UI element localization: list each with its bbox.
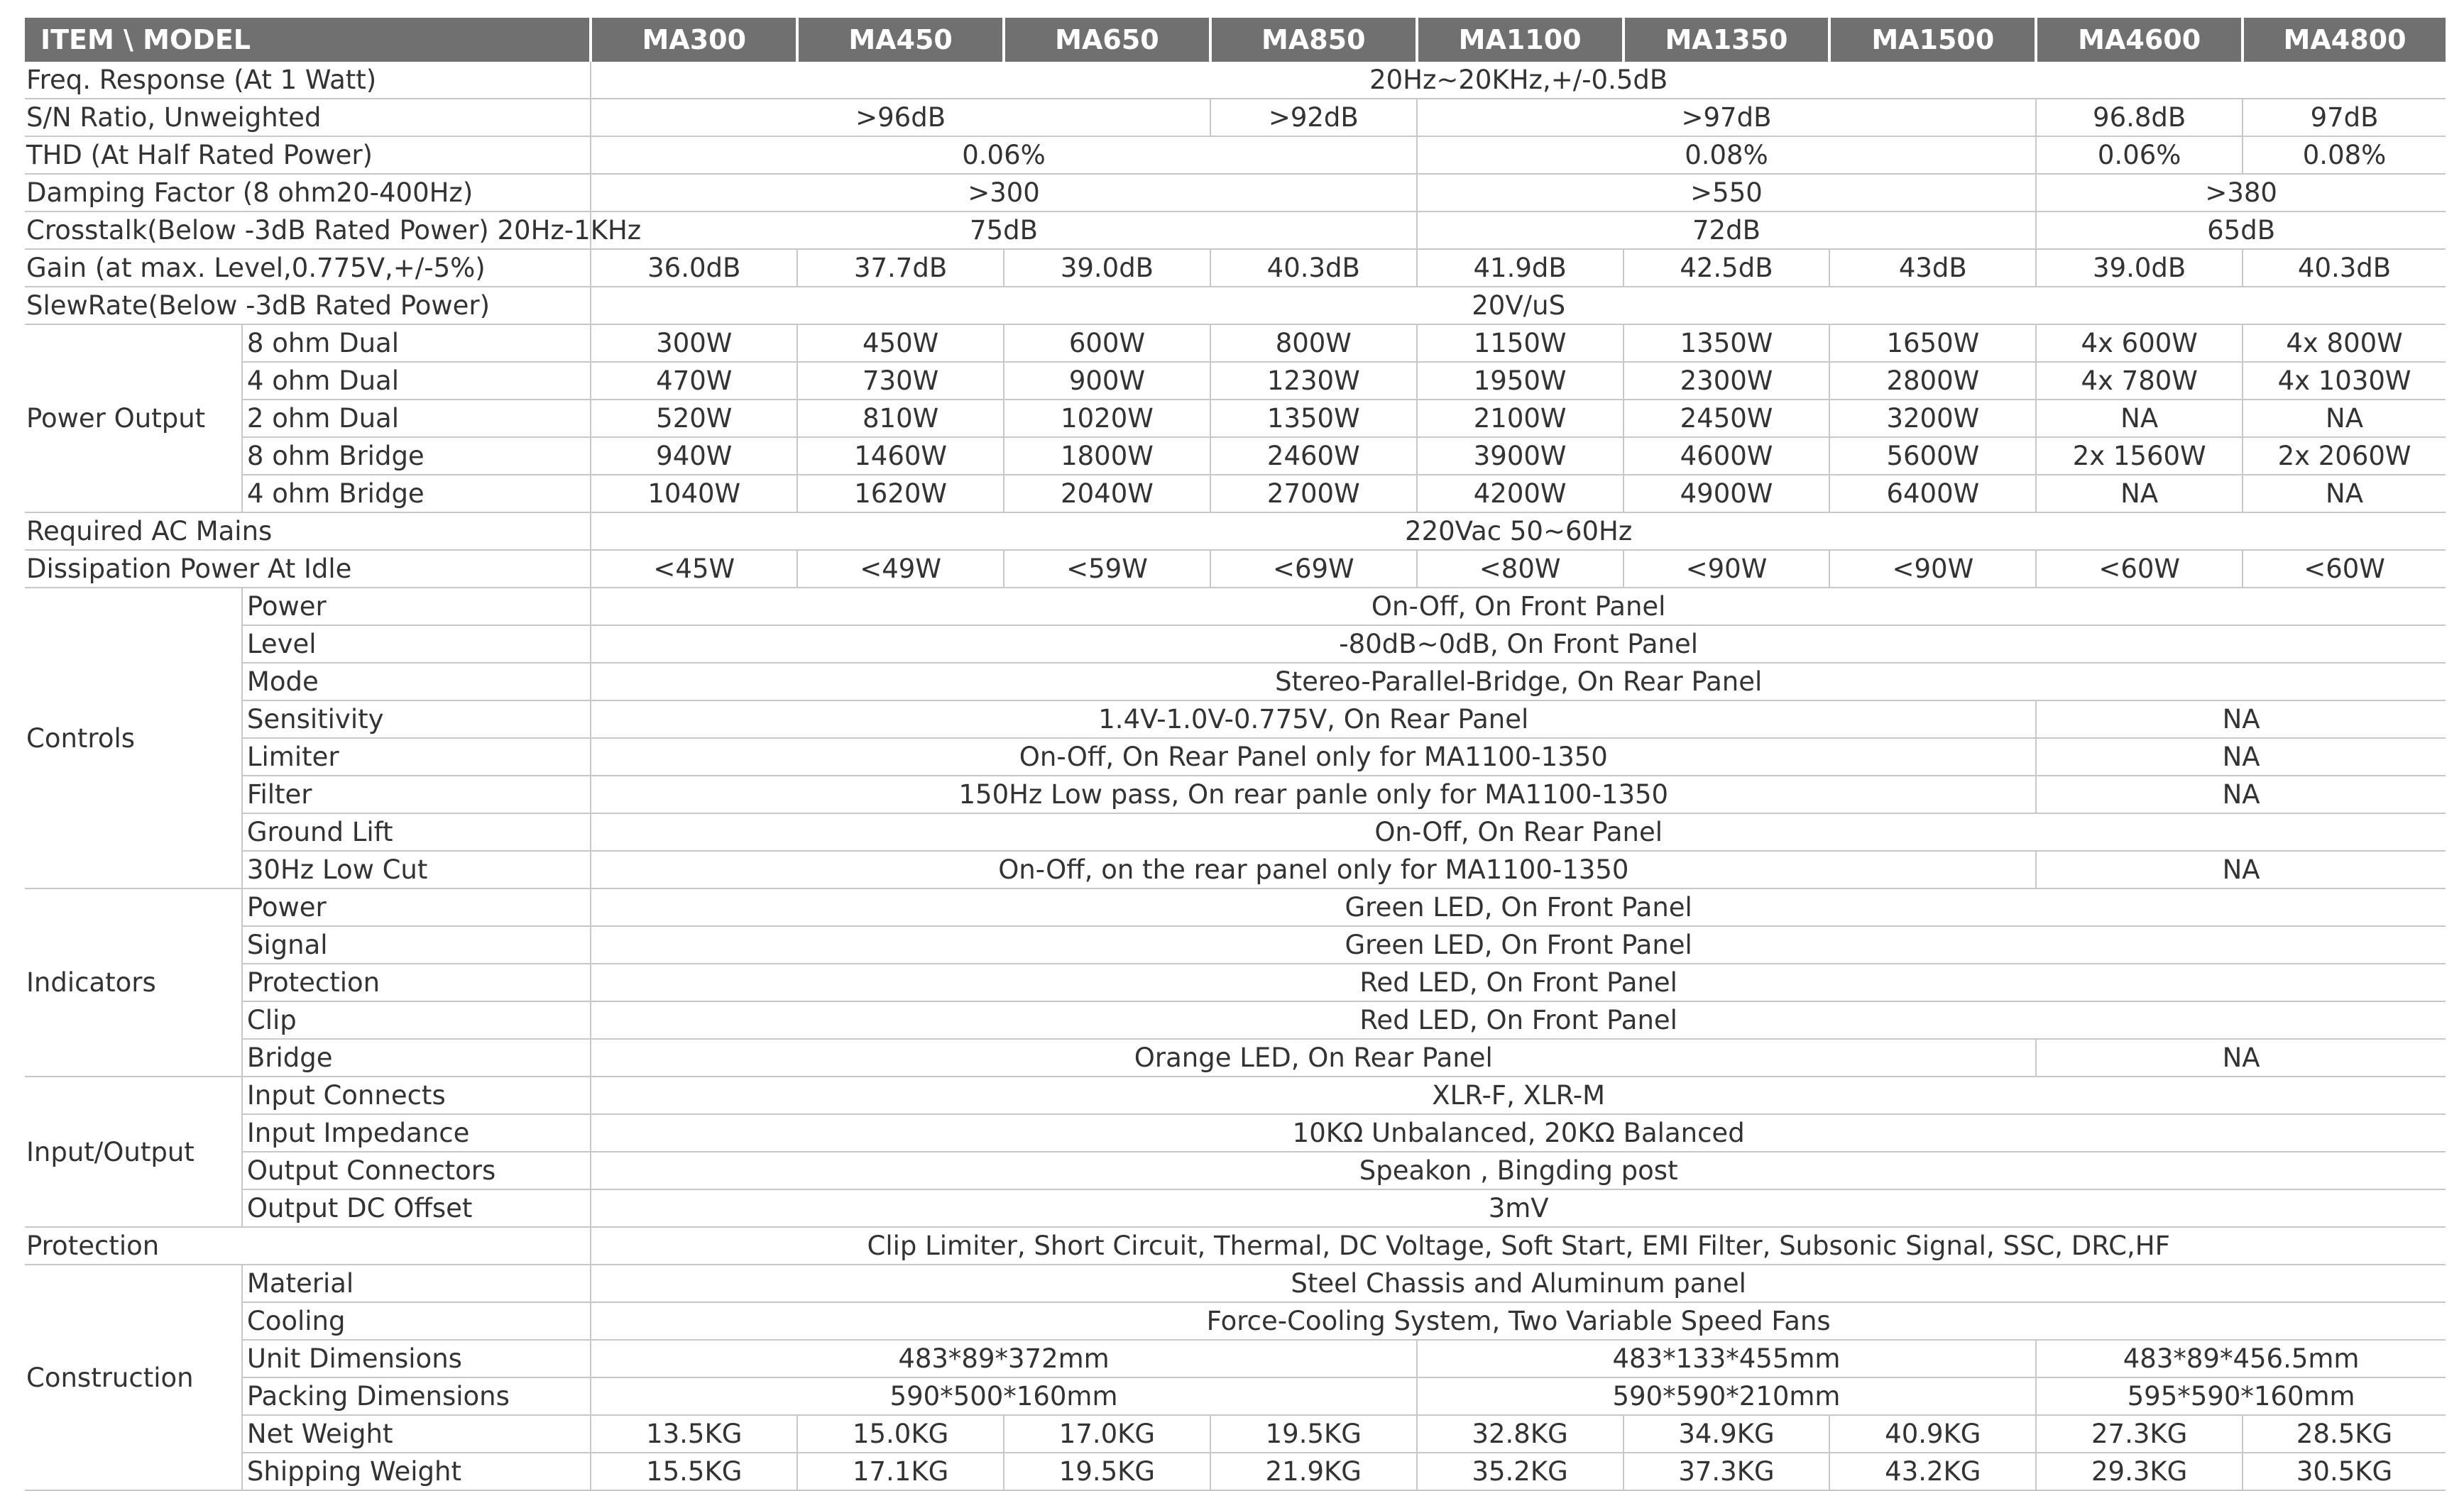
spec-value: 32.8KG bbox=[1417, 1415, 1623, 1453]
spec-value: 1230W bbox=[1210, 362, 1417, 400]
spec-value: 470W bbox=[591, 362, 797, 400]
spec-label: Crosstalk(Below -3dB Rated Power) 20Hz-1KHz bbox=[25, 211, 591, 249]
spec-value: <59W bbox=[1004, 550, 1210, 588]
spec-value: 20V/uS bbox=[591, 287, 2446, 324]
spec-value: 1040W bbox=[591, 475, 797, 512]
spec-value: 40.9KG bbox=[1829, 1415, 2036, 1453]
table-row bbox=[25, 1227, 2446, 1265]
model-header: MA1500 bbox=[1829, 18, 2036, 62]
spec-sublabel: Net Weight bbox=[242, 1415, 591, 1453]
table-row bbox=[25, 851, 2446, 888]
spec-sublabel: Sensitivity bbox=[242, 700, 591, 738]
table-row bbox=[25, 400, 2446, 437]
spec-value: 27.3KG bbox=[2036, 1415, 2243, 1453]
spec-sublabel: Output Connectors bbox=[242, 1152, 591, 1189]
spec-value: 2700W bbox=[1210, 475, 1417, 512]
table-row bbox=[25, 588, 2446, 625]
spec-value: 19.5KG bbox=[1004, 1453, 1210, 1490]
spec-value: 810W bbox=[797, 400, 1004, 437]
spec-value: NA bbox=[2036, 851, 2446, 888]
spec-value: 2800W bbox=[1829, 362, 2036, 400]
spec-value: 483*89*456.5mm bbox=[2036, 1340, 2446, 1377]
table-row bbox=[25, 738, 2446, 776]
spec-group-label: Indicators bbox=[25, 888, 242, 1077]
spec-label: THD (At Half Rated Power) bbox=[25, 136, 591, 174]
spec-value: 150Hz Low pass, On rear panle only for MA1100-1350 bbox=[591, 776, 2036, 813]
spec-value: Green LED, On Front Panel bbox=[591, 926, 2446, 964]
table-row bbox=[25, 174, 2446, 211]
spec-value: 37.3KG bbox=[1623, 1453, 1830, 1490]
spec-value: 28.5KG bbox=[2243, 1415, 2446, 1453]
spec-group-label: Input/Output bbox=[25, 1077, 242, 1227]
spec-value: 35.2KG bbox=[1417, 1453, 1623, 1490]
spec-sublabel: Power bbox=[242, 888, 591, 926]
spec-value: Red LED, On Front Panel bbox=[591, 964, 2446, 1001]
spec-sublabel: Output DC Offset bbox=[242, 1189, 591, 1227]
model-header: MA1350 bbox=[1623, 18, 1830, 62]
spec-value: 2x 1560W bbox=[2036, 437, 2243, 475]
spec-value: 21.9KG bbox=[1210, 1453, 1417, 1490]
spec-value: <60W bbox=[2243, 550, 2446, 588]
spec-value: 1800W bbox=[1004, 437, 1210, 475]
spec-label: Gain (at max. Level,0.775V,+/-5%) bbox=[25, 249, 591, 287]
table-row bbox=[25, 1039, 2446, 1077]
spec-value: <69W bbox=[1210, 550, 1417, 588]
spec-value: >92dB bbox=[1210, 99, 1417, 136]
spec-sublabel: 8 ohm Dual bbox=[242, 324, 591, 362]
spec-value: <45W bbox=[591, 550, 797, 588]
spec-value: 4600W bbox=[1623, 437, 1830, 475]
spec-value: 1350W bbox=[1210, 400, 1417, 437]
spec-sublabel: 2 ohm Dual bbox=[242, 400, 591, 437]
table-row bbox=[25, 926, 2446, 964]
spec-sublabel: 8 ohm Bridge bbox=[242, 437, 591, 475]
spec-value: 13.5KG bbox=[591, 1415, 797, 1453]
spec-value: 96.8dB bbox=[2036, 99, 2243, 136]
spec-value: 2x 2060W bbox=[2243, 437, 2446, 475]
spec-value: 590*500*160mm bbox=[591, 1377, 1416, 1415]
spec-label: Freq. Response (At 1 Watt) bbox=[25, 62, 591, 99]
spec-value: 5600W bbox=[1829, 437, 2036, 475]
spec-sublabel: Packing Dimensions bbox=[242, 1377, 591, 1415]
spec-value: 65dB bbox=[2036, 211, 2446, 249]
spec-value: 940W bbox=[591, 437, 797, 475]
spec-value: 72dB bbox=[1417, 211, 2037, 249]
spec-value: On-Off, On Rear Panel only for MA1100-1350 bbox=[591, 738, 2036, 776]
spec-sublabel: Filter bbox=[242, 776, 591, 813]
spec-value: 19.5KG bbox=[1210, 1415, 1417, 1453]
spec-value: 3mV bbox=[591, 1189, 2446, 1227]
table-row bbox=[25, 249, 2446, 287]
spec-value: XLR-F, XLR-M bbox=[591, 1077, 2446, 1114]
spec-value: 520W bbox=[591, 400, 797, 437]
spec-sublabel: Material bbox=[242, 1265, 591, 1302]
spec-value: NA bbox=[2036, 738, 2446, 776]
spec-value: Clip Limiter, Short Circuit, Thermal, DC Voltage, Soft Start, EMI Filter, Subsonic Signal, SSC, DRC,HF bbox=[591, 1227, 2446, 1265]
spec-value: NA bbox=[2036, 1039, 2446, 1077]
spec-value: Red LED, On Front Panel bbox=[591, 1001, 2446, 1039]
spec-value: 1620W bbox=[797, 475, 1004, 512]
spec-value: 6400W bbox=[1829, 475, 2036, 512]
spec-value: 40.3dB bbox=[2243, 249, 2446, 287]
spec-sublabel: Limiter bbox=[242, 738, 591, 776]
spec-value: 2040W bbox=[1004, 475, 1210, 512]
spec-value: <49W bbox=[797, 550, 1004, 588]
spec-value: 2460W bbox=[1210, 437, 1417, 475]
spec-sublabel: Ground Lift bbox=[242, 813, 591, 851]
table-row bbox=[25, 1114, 2446, 1152]
table-row bbox=[25, 776, 2446, 813]
spec-value: 42.5dB bbox=[1623, 249, 1830, 287]
model-header: MA300 bbox=[591, 18, 797, 62]
spec-value: 590*590*210mm bbox=[1417, 1377, 2037, 1415]
spec-value: 15.5KG bbox=[591, 1453, 797, 1490]
spec-value: >300 bbox=[591, 174, 1416, 211]
model-header: MA4600 bbox=[2036, 18, 2243, 62]
model-header: MA850 bbox=[1210, 18, 1417, 62]
spec-sublabel: Level bbox=[242, 625, 591, 663]
spec-value: 1460W bbox=[797, 437, 1004, 475]
spec-value: <60W bbox=[2036, 550, 2243, 588]
table-row bbox=[25, 437, 2446, 475]
spec-group-label: Controls bbox=[25, 588, 242, 888]
spec-value: On-Off, on the rear panel only for MA1100-1350 bbox=[591, 851, 2036, 888]
spec-value: 17.0KG bbox=[1004, 1415, 1210, 1453]
spec-value: 39.0dB bbox=[1004, 249, 1210, 287]
table-row bbox=[25, 1189, 2446, 1227]
spec-sublabel: Input Connects bbox=[242, 1077, 591, 1114]
spec-sublabel: Shipping Weight bbox=[242, 1453, 591, 1490]
spec-value: 600W bbox=[1004, 324, 1210, 362]
table-row bbox=[25, 550, 2446, 588]
spec-value: 900W bbox=[1004, 362, 1210, 400]
spec-sublabel: Cooling bbox=[242, 1302, 591, 1340]
spec-label: Protection bbox=[25, 1227, 591, 1265]
spec-value: 10KΩ Unbalanced, 20KΩ Balanced bbox=[591, 1114, 2446, 1152]
table-row bbox=[25, 1377, 2446, 1415]
spec-value: 0.06% bbox=[591, 136, 1416, 174]
spec-value: 3900W bbox=[1417, 437, 1623, 475]
spec-sublabel: Power bbox=[242, 588, 591, 625]
table-row bbox=[25, 964, 2446, 1001]
spec-label: S/N Ratio, Unweighted bbox=[25, 99, 591, 136]
spec-sublabel: Protection bbox=[242, 964, 591, 1001]
table-row bbox=[25, 362, 2446, 400]
spec-value: 3200W bbox=[1829, 400, 2036, 437]
spec-sublabel: 30Hz Low Cut bbox=[242, 851, 591, 888]
spec-value: NA bbox=[2036, 776, 2446, 813]
spec-value: 4x 1030W bbox=[2243, 362, 2446, 400]
table-row bbox=[25, 475, 2446, 512]
spec-value: 1020W bbox=[1004, 400, 1210, 437]
spec-value: 0.08% bbox=[1417, 136, 2037, 174]
spec-value: 4900W bbox=[1623, 475, 1830, 512]
spec-value: 4x 600W bbox=[2036, 324, 2243, 362]
spec-value: Steel Chassis and Aluminum panel bbox=[591, 1265, 2446, 1302]
spec-value: 595*590*160mm bbox=[2036, 1377, 2446, 1415]
spec-sublabel: Bridge bbox=[242, 1039, 591, 1077]
spec-label: Damping Factor (8 ohm20-400Hz) bbox=[25, 174, 591, 211]
spec-value: 4x 800W bbox=[2243, 324, 2446, 362]
spec-value: 75dB bbox=[591, 211, 1416, 249]
spec-sublabel: Clip bbox=[242, 1001, 591, 1039]
table-row bbox=[25, 99, 2446, 136]
table-row bbox=[25, 813, 2446, 851]
spec-value: NA bbox=[2036, 475, 2243, 512]
spec-value: Force-Cooling System, Two Variable Speed Fans bbox=[591, 1302, 2446, 1340]
spec-value: 483*89*372mm bbox=[591, 1340, 1416, 1377]
spec-value: NA bbox=[2036, 700, 2446, 738]
spec-value: Stereo-Parallel-Bridge, On Rear Panel bbox=[591, 663, 2446, 700]
item-model-header: ITEM \ MODEL bbox=[25, 18, 591, 62]
spec-group-label: Power Output bbox=[25, 324, 242, 512]
table-row bbox=[25, 1415, 2446, 1453]
table-row bbox=[25, 1152, 2446, 1189]
spec-value: Speakon , Bingding post bbox=[591, 1152, 2446, 1189]
spec-value: 300W bbox=[591, 324, 797, 362]
spec-value: 2300W bbox=[1623, 362, 1830, 400]
spec-value: 15.0KG bbox=[797, 1415, 1004, 1453]
spec-value: >97dB bbox=[1417, 99, 2037, 136]
table-row bbox=[25, 700, 2446, 738]
spec-value: NA bbox=[2243, 400, 2446, 437]
spec-value: 2100W bbox=[1417, 400, 1623, 437]
spec-value: On-Off, On Front Panel bbox=[591, 588, 2446, 625]
spec-value: -80dB~0dB, On Front Panel bbox=[591, 625, 2446, 663]
spec-value: On-Off, On Rear Panel bbox=[591, 813, 2446, 851]
spec-value: 0.06% bbox=[2036, 136, 2243, 174]
spec-sublabel: 4 ohm Dual bbox=[242, 362, 591, 400]
spec-sublabel: Input Impedance bbox=[242, 1114, 591, 1152]
table-row bbox=[25, 663, 2446, 700]
spec-value: 97dB bbox=[2243, 99, 2446, 136]
spec-sublabel: 4 ohm Bridge bbox=[242, 475, 591, 512]
table-row bbox=[25, 1340, 2446, 1377]
spec-value: 17.1KG bbox=[797, 1453, 1004, 1490]
table-row bbox=[25, 1077, 2446, 1114]
spec-value: 43.2KG bbox=[1829, 1453, 2036, 1490]
spec-value: 800W bbox=[1210, 324, 1417, 362]
spec-label: Dissipation Power At Idle bbox=[25, 550, 591, 588]
table-row bbox=[25, 287, 2446, 324]
spec-value: NA bbox=[2243, 475, 2446, 512]
spec-value: Orange LED, On Rear Panel bbox=[591, 1039, 2036, 1077]
model-header: MA650 bbox=[1004, 18, 1210, 62]
spec-value: Green LED, On Front Panel bbox=[591, 888, 2446, 926]
table-row bbox=[25, 512, 2446, 550]
spec-value: NA bbox=[2036, 400, 2243, 437]
spec-value: <80W bbox=[1417, 550, 1623, 588]
spec-value: 4x 780W bbox=[2036, 362, 2243, 400]
table-row bbox=[25, 1265, 2446, 1302]
spec-value: 43dB bbox=[1829, 249, 2036, 287]
model-header: MA1100 bbox=[1417, 18, 1623, 62]
spec-value: <90W bbox=[1829, 550, 2036, 588]
spec-body bbox=[25, 62, 2446, 1490]
spec-value: 1150W bbox=[1417, 324, 1623, 362]
table-row bbox=[25, 1302, 2446, 1340]
spec-value: 220Vac 50~60Hz bbox=[591, 512, 2446, 550]
spec-value: 29.3KG bbox=[2036, 1453, 2243, 1490]
spec-value: 1.4V-1.0V-0.775V, On Rear Panel bbox=[591, 700, 2036, 738]
spec-value: 1350W bbox=[1623, 324, 1830, 362]
spec-value: <90W bbox=[1623, 550, 1830, 588]
spec-sublabel: Unit Dimensions bbox=[242, 1340, 591, 1377]
spec-value: 2450W bbox=[1623, 400, 1830, 437]
table-row bbox=[25, 1453, 2446, 1490]
spec-value: 0.08% bbox=[2243, 136, 2446, 174]
spec-value: 34.9KG bbox=[1623, 1415, 1830, 1453]
spec-sublabel: Mode bbox=[242, 663, 591, 700]
spec-label: Required AC Mains bbox=[25, 512, 591, 550]
header-row bbox=[25, 18, 2446, 62]
spec-value: 1950W bbox=[1417, 362, 1623, 400]
spec-value: 730W bbox=[797, 362, 1004, 400]
table-row bbox=[25, 136, 2446, 174]
spec-value: >380 bbox=[2036, 174, 2446, 211]
spec-value: >550 bbox=[1417, 174, 2037, 211]
table-row bbox=[25, 1001, 2446, 1039]
spec-value: >96dB bbox=[591, 99, 1210, 136]
spec-header bbox=[25, 18, 2446, 62]
table-row bbox=[25, 888, 2446, 926]
table-row bbox=[25, 211, 2446, 249]
spec-label: SlewRate(Below -3dB Rated Power) bbox=[25, 287, 591, 324]
spec-group-label: Construction bbox=[25, 1265, 242, 1490]
spec-value: 36.0dB bbox=[591, 249, 797, 287]
table-row bbox=[25, 625, 2446, 663]
spec-value: 1650W bbox=[1829, 324, 2036, 362]
spec-table bbox=[25, 18, 2446, 1491]
spec-value: 40.3dB bbox=[1210, 249, 1417, 287]
spec-sublabel: Signal bbox=[242, 926, 591, 964]
spec-value: 20Hz~20KHz,+/-0.5dB bbox=[591, 62, 2446, 99]
spec-value: 450W bbox=[797, 324, 1004, 362]
spec-value: 41.9dB bbox=[1417, 249, 1623, 287]
spec-value: 4200W bbox=[1417, 475, 1623, 512]
spec-value: 37.7dB bbox=[797, 249, 1004, 287]
spec-value: 30.5KG bbox=[2243, 1453, 2446, 1490]
spec-value: 39.0dB bbox=[2036, 249, 2243, 287]
table-row bbox=[25, 324, 2446, 362]
table-row bbox=[25, 62, 2446, 99]
model-header: MA450 bbox=[797, 18, 1004, 62]
model-header: MA4800 bbox=[2243, 18, 2446, 62]
spec-value: 483*133*455mm bbox=[1417, 1340, 2037, 1377]
